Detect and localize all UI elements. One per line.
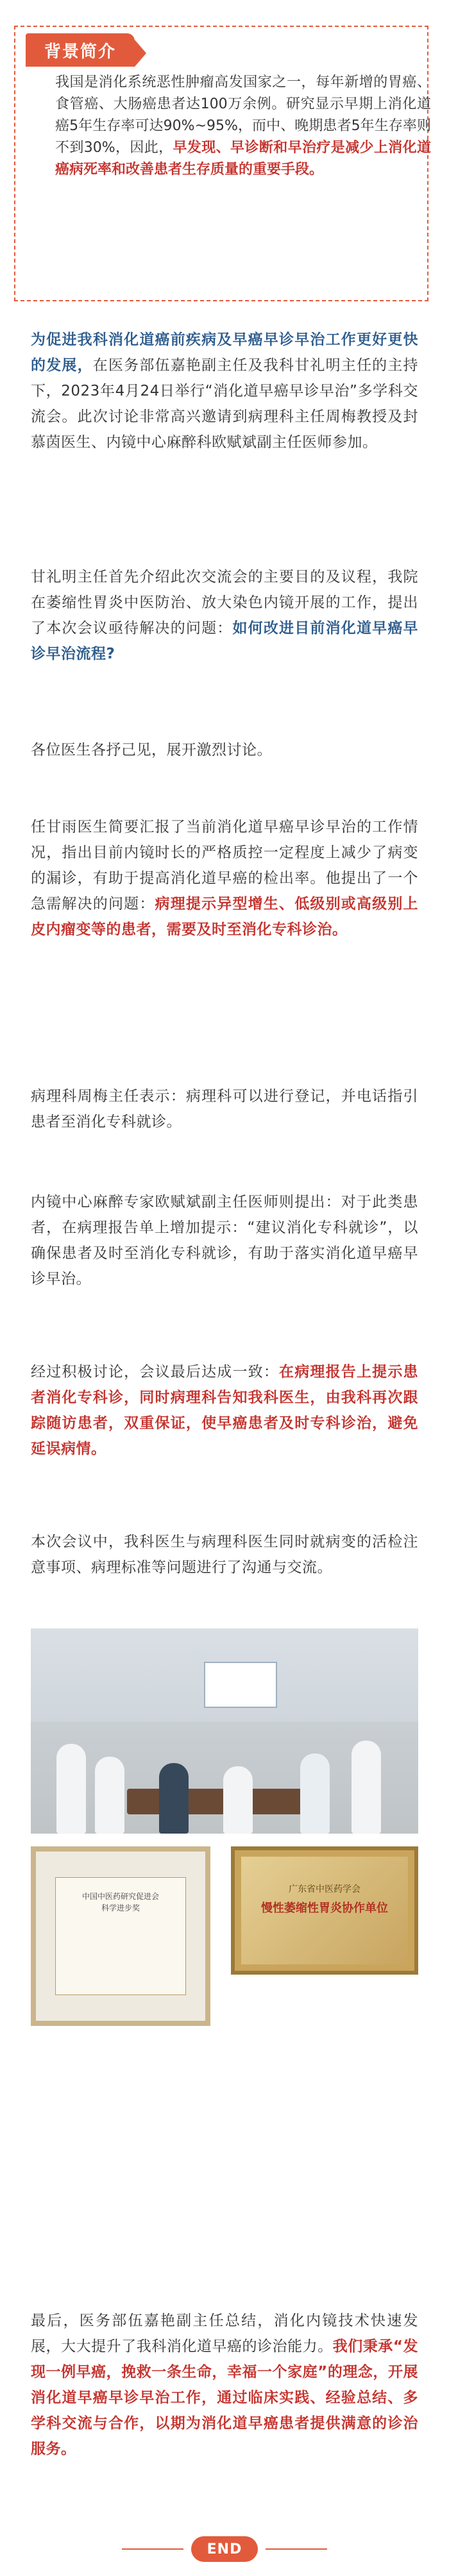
paragraph-1 — [31, 327, 418, 455]
paragraph-4 — [31, 814, 418, 942]
paragraph-5-text: 病理科周梅主任表示：病理科可以进行登记，并电话指引患者至消化专科就诊。 — [31, 1088, 418, 1130]
plaque-org: 广东省中医药学会 — [289, 1884, 360, 1894]
person-figure — [223, 1766, 253, 1834]
certificate-award: 科学进步奖 — [101, 1903, 140, 1912]
paragraph-9 — [31, 2308, 418, 2462]
paragraph-8-text: 本次会议中，我科医生与病理科医生同时就病变的活检注意事项、病理标准等问题进行了沟通与交流。 — [31, 1534, 418, 1576]
background-text-highlight: 早发现、早诊断和早治疗是减少上消化道癌病死率和改善患者生存质量的重要手段。 — [55, 140, 431, 178]
plaque-title: 慢性萎缩性胃炎协作单位 — [261, 1902, 388, 1915]
background-box — [14, 26, 431, 301]
paragraph-8 — [31, 1529, 418, 1580]
end-divider-right — [266, 2548, 327, 2550]
person-figure — [159, 1763, 189, 1834]
person-figure — [352, 1741, 381, 1834]
plaque-photo — [231, 1846, 418, 1975]
paragraph-4-text: 任甘雨医生简要汇报了当前消化道早癌早诊早治的工作情况，指出目前内镜时长的严格质控一定程度上减少了病变的漏诊，有助于提高消化道早癌的检出率。他提出了一个急需解决的问题： — [31, 819, 418, 912]
paragraph-2-highlight: 如何改进目前消化道早癌早诊早治流程? — [31, 620, 418, 662]
background-text — [55, 72, 431, 181]
person-figure — [300, 1753, 330, 1834]
background-title: 背景简介 — [26, 33, 135, 67]
paragraph-4-highlight: 病理提示异型增生、低级别或高级别上皮内瘤变等的患者，需要及时至消化专科诊治。 — [31, 896, 418, 938]
paragraph-2-text: 甘礼明主任首先介绍此次交流会的主要目的及议程，我院在萎缩性胃炎中医防治、放大染色内镜开展的工作，提出了本次会议亟待解决的问题： — [31, 569, 418, 637]
certificate-org: 中国中医药研究促进会 — [81, 1892, 159, 1901]
paragraph-9-highlight: 我们秉承“发现一例早癌，挽救一条生命，幸福一个家庭”的理念，开展消化道早癌早诊早治工作，通过临床实践、经验总结、多学科交流与合作，以期为消化道早癌患者提供满意的诊治服务。 — [31, 2338, 418, 2457]
paragraph-6-text: 内镜中心麻醉专家欧赋斌副主任医师则提出：对于此类患者，在病理报告单上增加提示：“建议消化专科就诊”，以确保患者及时至消化专科就诊，有助于落实消化道早癌早诊早治。 — [31, 1194, 418, 1287]
person-figure — [56, 1744, 86, 1834]
paragraph-5 — [31, 1083, 418, 1135]
paragraph-9-text: 最后，医务部伍嘉艳副主任总结，消化内镜技术快速发展，大大提升了我科消化道早癌的诊治能力。 — [31, 2313, 418, 2355]
meeting-photo — [31, 1628, 418, 1834]
end-marker — [0, 2536, 449, 2562]
certificate-inner — [55, 1877, 186, 1995]
end-badge: END — [191, 2536, 258, 2562]
paragraph-3-text: 各位医生各抒己见，展开激烈讨论。 — [31, 742, 272, 758]
projector-screen — [204, 1662, 277, 1708]
paragraph-1-highlight: 为促进我科消化道癌前疾病及早癌早诊早治工作更好更快的发展， — [31, 331, 418, 374]
end-divider-left — [122, 2548, 183, 2550]
background-text-a: 我国是消化系统恶性肿瘤高发国家之一，每年新增的胃癌、食管癌、大肠癌患者达100万余例。研究显示早期上消化道癌5年生存率可达90%~95%，而中、晚期患者5年生存率则不到30%，因此， — [55, 74, 431, 156]
paragraph-7 — [31, 1359, 418, 1462]
certificate-photo — [31, 1846, 210, 2026]
paragraph-7-text: 经过积极讨论，会议最后达成一致： — [31, 1364, 279, 1380]
paragraph-1-text: 在医务部伍嘉艳副主任及我科甘礼明主任的主持下，2023年4月24日举行“消化道早癌早诊早治”多学科交流会。此次讨论非常高兴邀请到病理科主任周梅教授及封慕茵医生、内镜中心麻醉科欧赋斌副主任医师参加。 — [31, 357, 418, 451]
paragraph-3 — [31, 737, 418, 763]
plaque-inner — [241, 1857, 408, 1964]
paragraph-6 — [31, 1189, 418, 1292]
paragraph-7-highlight: 在病理报告上提示患者消化专科诊，同时病理科告知我科医生，由我科再次跟踪随访患者，双重保证，使早癌患者及时专科诊治，避免延误病情。 — [31, 1364, 418, 1457]
paragraph-2 — [31, 564, 418, 667]
person-figure — [95, 1757, 124, 1834]
